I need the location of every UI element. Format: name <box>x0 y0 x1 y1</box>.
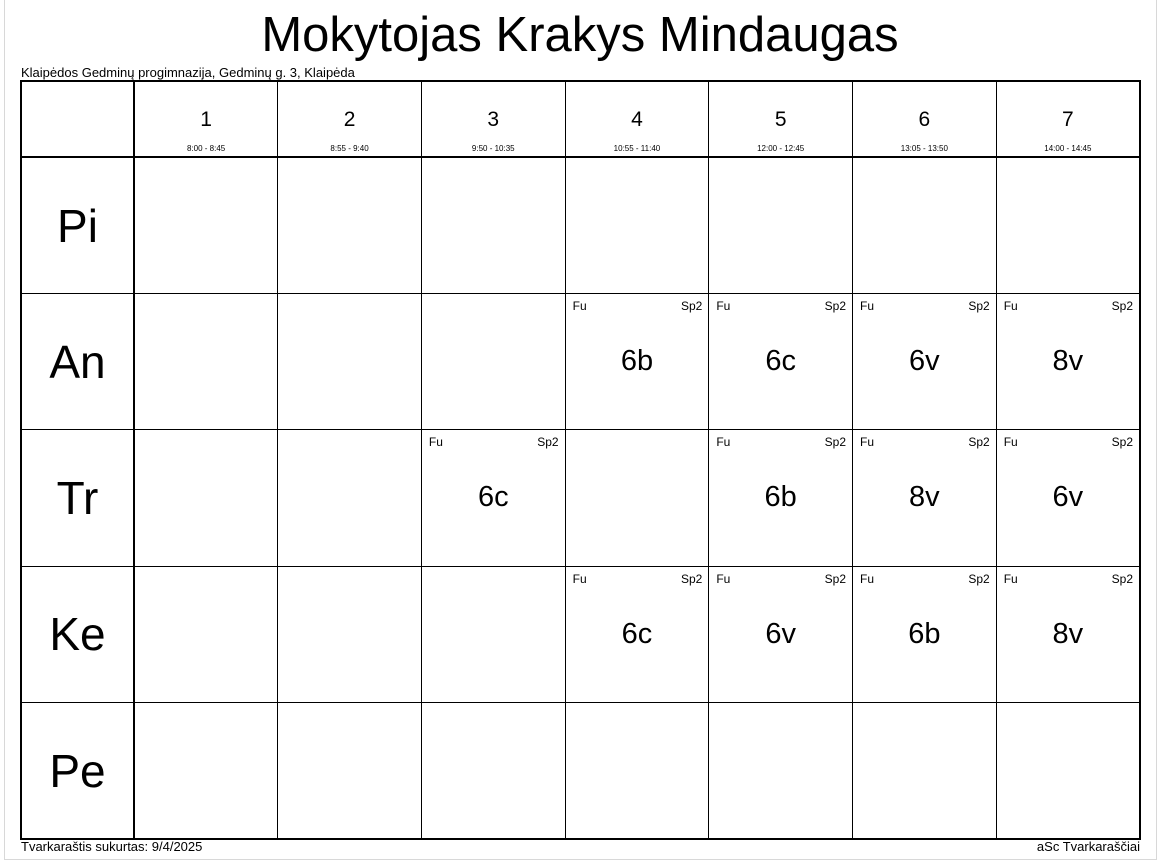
period-time: 13:05 - 13:50 <box>900 144 948 153</box>
lesson-subject: Fu <box>716 299 731 314</box>
period-time: 9:50 - 10:35 <box>471 144 515 153</box>
period-number: 2 <box>343 108 356 131</box>
period-header <box>134 81 278 157</box>
day-label: Ke <box>49 608 106 661</box>
day-header <box>21 566 134 702</box>
page-title: Mokytojas Krakys Mindaugas <box>261 8 899 62</box>
day-row <box>21 157 1140 293</box>
lesson-cell <box>996 430 1140 566</box>
lesson-subject: Fu <box>1003 571 1018 586</box>
period-header <box>996 81 1140 157</box>
corner-cell <box>21 81 134 157</box>
lesson-subject: Fu <box>428 435 443 450</box>
period-header <box>565 81 709 157</box>
period-time: 8:00 - 8:45 <box>186 144 226 153</box>
lesson-room: Sp2 <box>537 435 559 450</box>
period-time: 14:00 - 14:45 <box>1044 144 1092 153</box>
lesson-subject: Fu <box>1003 299 1018 314</box>
timetable-grid <box>20 80 1141 840</box>
lesson-class: 6v <box>765 617 796 650</box>
lesson-class: 6b <box>620 345 654 378</box>
lesson-cell <box>709 430 853 566</box>
lesson-cell <box>709 294 853 430</box>
period-header <box>278 81 422 157</box>
lesson-class: 6v <box>1052 481 1084 514</box>
lesson-subject: Fu <box>860 299 875 314</box>
lesson-class: 6v <box>909 345 940 378</box>
empty-cell <box>134 566 278 702</box>
empty-cell <box>709 157 853 293</box>
lesson-class: 6b <box>908 617 941 650</box>
day-header <box>21 430 134 566</box>
lesson-class: 8v <box>1052 617 1084 650</box>
empty-cell <box>278 157 422 293</box>
lesson-class: 6c <box>621 617 653 650</box>
empty-cell <box>278 566 422 702</box>
empty-cell <box>134 703 278 839</box>
empty-cell <box>421 157 565 293</box>
lesson-room: Sp2 <box>1111 435 1133 450</box>
lesson-room: Sp2 <box>968 435 990 450</box>
day-header <box>21 157 134 293</box>
empty-cell <box>853 703 997 839</box>
lesson-cell <box>421 430 565 566</box>
lesson-room: Sp2 <box>1111 571 1133 586</box>
lesson-subject: Fu <box>572 299 587 314</box>
period-number: 6 <box>918 108 931 131</box>
day-label: Pe <box>49 744 106 797</box>
lesson-subject: Fu <box>860 435 875 450</box>
lesson-cell <box>996 566 1140 702</box>
lesson-cell <box>853 430 997 566</box>
period-header <box>709 81 853 157</box>
empty-cell <box>709 703 853 839</box>
lesson-class: 6c <box>765 345 796 378</box>
empty-cell <box>134 294 278 430</box>
empty-cell <box>853 157 997 293</box>
day-label: Pi <box>57 199 98 252</box>
lesson-subject: Fu <box>716 435 731 450</box>
day-header <box>21 703 134 839</box>
lesson-room: Sp2 <box>680 299 703 314</box>
empty-cell <box>565 703 709 839</box>
brand-name: aSc Tvarkaraščiai <box>1036 839 1140 854</box>
lesson-class: 8v <box>909 481 940 514</box>
period-time: 8:55 - 9:40 <box>330 144 369 153</box>
empty-cell <box>134 157 278 293</box>
empty-cell <box>421 566 565 702</box>
empty-cell <box>565 430 709 566</box>
lesson-room: Sp2 <box>680 571 703 586</box>
empty-cell <box>278 430 422 566</box>
lesson-class: 6b <box>764 481 797 514</box>
empty-cell <box>565 157 709 293</box>
lesson-room: Sp2 <box>824 435 847 450</box>
timetable-body <box>21 81 1140 839</box>
period-number: 4 <box>631 108 643 131</box>
period-header <box>421 81 565 157</box>
lesson-subject: Fu <box>860 571 875 586</box>
empty-cell <box>278 294 422 430</box>
day-header <box>21 294 134 430</box>
lesson-cell <box>996 294 1140 430</box>
period-time: 10:55 - 11:40 <box>613 144 661 153</box>
lesson-subject: Fu <box>1003 435 1018 450</box>
school-address: Klaipėdos Gedminų progimnazija, Gedminų g. 3, Klaipėda <box>21 65 355 80</box>
lesson-cell <box>709 566 853 702</box>
lesson-class: 8v <box>1052 345 1084 378</box>
period-number: 1 <box>200 108 212 131</box>
lesson-subject: Fu <box>572 571 587 586</box>
period-number: 7 <box>1062 108 1074 131</box>
day-row <box>21 430 1140 566</box>
empty-cell <box>421 294 565 430</box>
empty-cell <box>278 703 422 839</box>
lesson-room: Sp2 <box>824 299 847 314</box>
empty-cell <box>996 157 1140 293</box>
lesson-cell <box>853 566 997 702</box>
lesson-cell <box>853 294 997 430</box>
lesson-room: Sp2 <box>968 299 990 314</box>
created-date: Tvarkaraštis sukurtas: 9/4/2025 <box>21 839 203 854</box>
empty-cell <box>421 703 565 839</box>
day-label: Tr <box>56 472 99 525</box>
period-header <box>853 81 997 157</box>
period-header-row <box>21 81 1140 157</box>
lesson-room: Sp2 <box>968 571 990 586</box>
empty-cell <box>996 703 1140 839</box>
day-row <box>21 703 1140 839</box>
day-row <box>21 294 1140 430</box>
empty-cell <box>134 430 278 566</box>
lesson-subject: Fu <box>716 571 731 586</box>
lesson-cell <box>565 294 709 430</box>
period-number: 5 <box>774 108 787 131</box>
lesson-class: 6c <box>477 481 509 514</box>
period-time: 12:00 - 12:45 <box>757 144 805 153</box>
lesson-cell <box>565 566 709 702</box>
period-number: 3 <box>487 108 500 131</box>
day-label: An <box>49 335 106 388</box>
lesson-room: Sp2 <box>1111 299 1133 314</box>
lesson-room: Sp2 <box>824 571 847 586</box>
day-row <box>21 566 1140 702</box>
